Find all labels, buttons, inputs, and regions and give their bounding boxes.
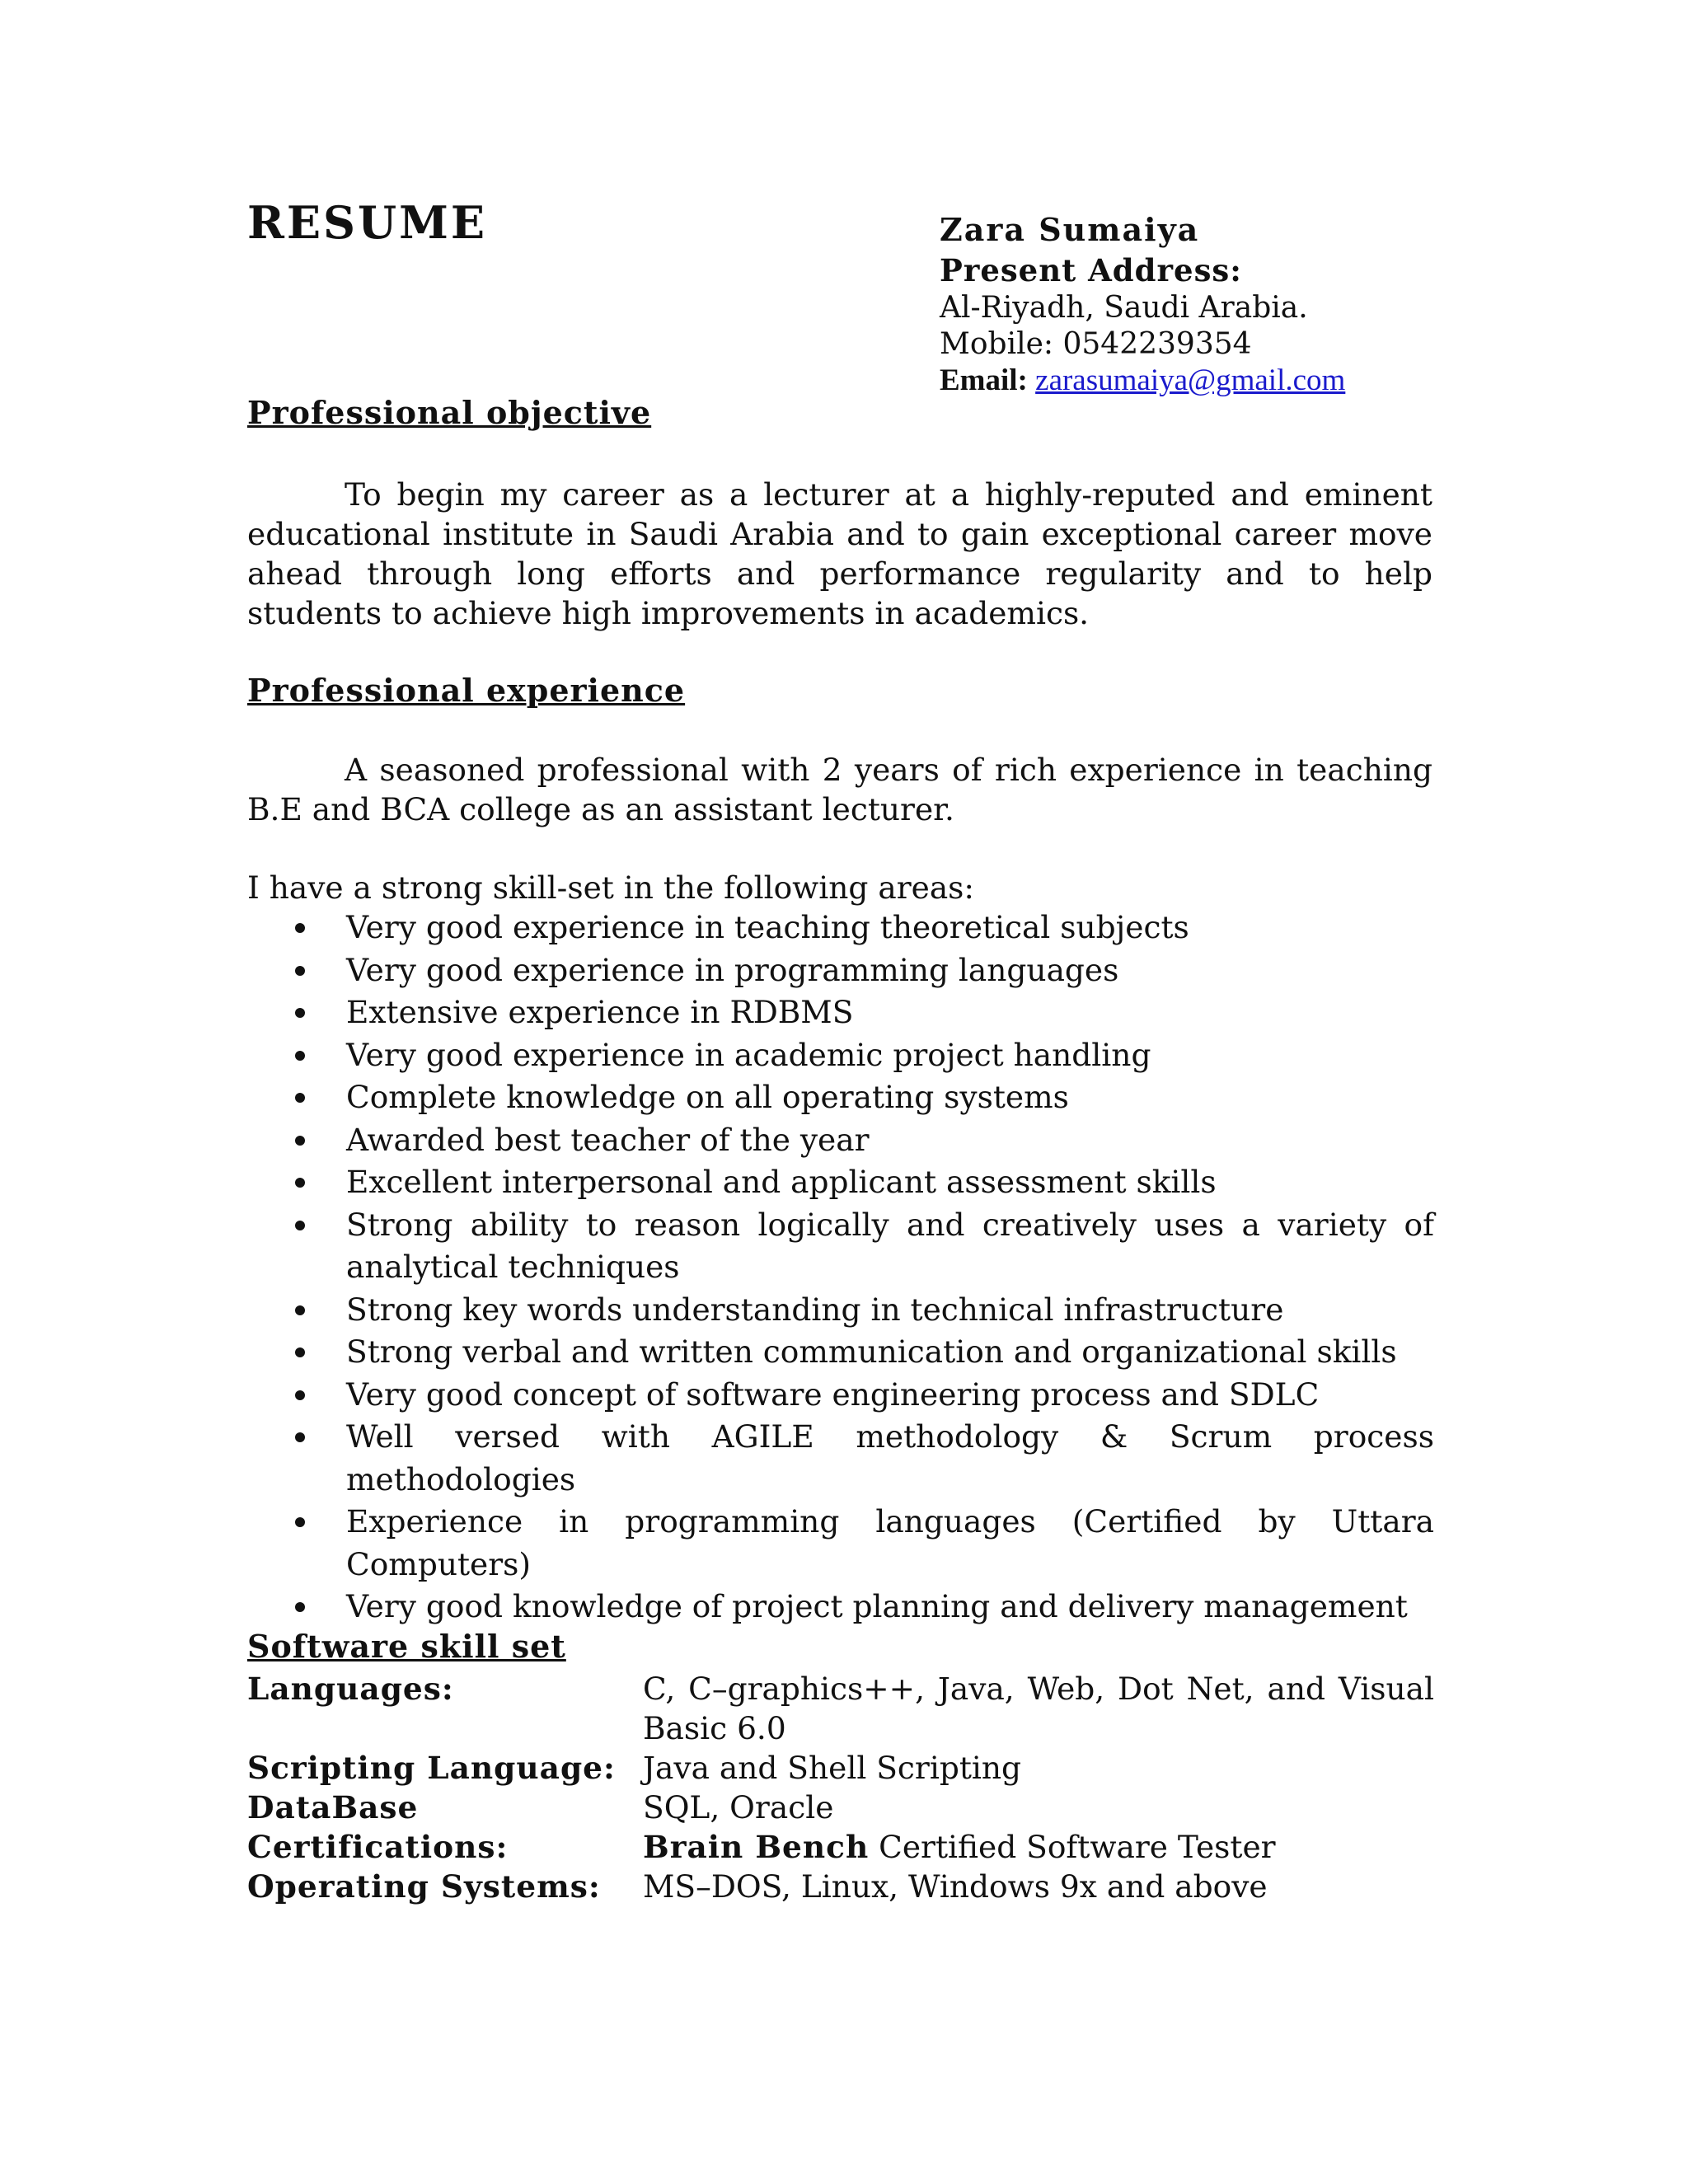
skill-value: Java and Shell Scripting (643, 1750, 1022, 1786)
bullet-icon (295, 1178, 305, 1188)
skill-label: Operating Systems: (247, 1868, 601, 1905)
list-item: Very good knowledge of project planning and delivery management (247, 1586, 1434, 1629)
bullet-icon (295, 1305, 305, 1315)
address-text: Al-Riyadh, Saudi Arabia. (940, 291, 1308, 325)
email-label: Email: (940, 363, 1028, 397)
table-row (247, 1867, 1434, 1906)
table-row (247, 1788, 1434, 1827)
skill-label: Scripting Language: (247, 1750, 616, 1786)
experience-summary: A seasoned professional with 2 years of rich experience in teaching B.E and BCA college as an assistant lecturer. (247, 752, 1432, 827)
bullet-icon (295, 1221, 305, 1230)
objective-text: To begin my career as a lecturer at a highly-reputed and eminent educational institute in Saudi Arabia and to gain exceptional career move ahead through long efforts and performance regularity and to help students to achieve high improvements in academics. (247, 476, 1432, 631)
table-row (247, 1827, 1434, 1867)
address-label: Present Address: (940, 252, 1242, 288)
skills-intro: I have a strong skill-set in the following areas: (247, 869, 975, 906)
certification-name: Brain Bench (643, 1829, 870, 1865)
email-row (940, 363, 1615, 399)
skills-list (247, 907, 1434, 1629)
bullet-icon (295, 1136, 305, 1146)
skill-value: C, C–graphics++, Java, Web, Dot Net, and Visual Basic 6.0 (643, 1671, 1434, 1746)
contact-block (940, 209, 1615, 399)
objective-heading: Professional objective (247, 394, 652, 431)
table-row (247, 1748, 1434, 1788)
bullet-icon (295, 923, 305, 933)
list-item: Very good experience in academic project handling (247, 1034, 1434, 1077)
list-item: Strong verbal and written communication and organizational skills (247, 1331, 1434, 1374)
list-item: Very good experience in programming languages (247, 949, 1434, 992)
list-item: Strong ability to reason logically and creatively uses a variety of analytical techniques (247, 1204, 1434, 1289)
list-item: Very good concept of software engineering process and SDLC (247, 1374, 1434, 1417)
mobile-text: Mobile: 0542239354 (940, 327, 1252, 361)
table-row (247, 1669, 1434, 1748)
software-heading: Software skill set (247, 1628, 566, 1665)
skill-label: Languages: (247, 1671, 454, 1707)
bullet-icon (295, 1093, 305, 1103)
skill-value: SQL, Oracle (643, 1789, 834, 1825)
bullet-icon (295, 966, 305, 976)
skill-label: Certifications: (247, 1829, 509, 1865)
skill-value: MS–DOS, Linux, Windows 9x and above (643, 1868, 1268, 1905)
list-item: Well versed with AGILE methodology & Scrum process methodologies (247, 1416, 1434, 1501)
list-item: Complete knowledge on all operating systems (247, 1076, 1434, 1119)
software-skill-table (247, 1669, 1434, 1906)
experience-heading: Professional experience (247, 672, 686, 709)
bullet-icon (295, 1602, 305, 1612)
bullet-icon (295, 1347, 305, 1357)
list-item: Experience in programming languages (Certified by Uttara Computers) (247, 1501, 1434, 1586)
list-item: Strong key words understanding in technical infrastructure (247, 1289, 1434, 1332)
bullet-icon (295, 1432, 305, 1442)
list-item: Excellent interpersonal and applicant assessment skills (247, 1161, 1434, 1204)
bullet-icon (295, 1051, 305, 1061)
bullet-icon (295, 1390, 305, 1400)
list-item: Extensive experience in RDBMS (247, 991, 1434, 1034)
list-item: Awarded best teacher of the year (247, 1119, 1434, 1162)
candidate-name: Zara Sumaiya (940, 211, 1200, 248)
list-item: Very good experience in teaching theoretical subjects (247, 907, 1434, 949)
document-title: RESUME (247, 196, 488, 249)
skill-label: DataBase (247, 1789, 419, 1825)
skill-value: Brain Bench Certified Software Tester (643, 1829, 1276, 1865)
bullet-icon (295, 1517, 305, 1527)
email-link[interactable]: zarasumaiya@gmail.com (1035, 363, 1346, 397)
bullet-icon (295, 1008, 305, 1018)
